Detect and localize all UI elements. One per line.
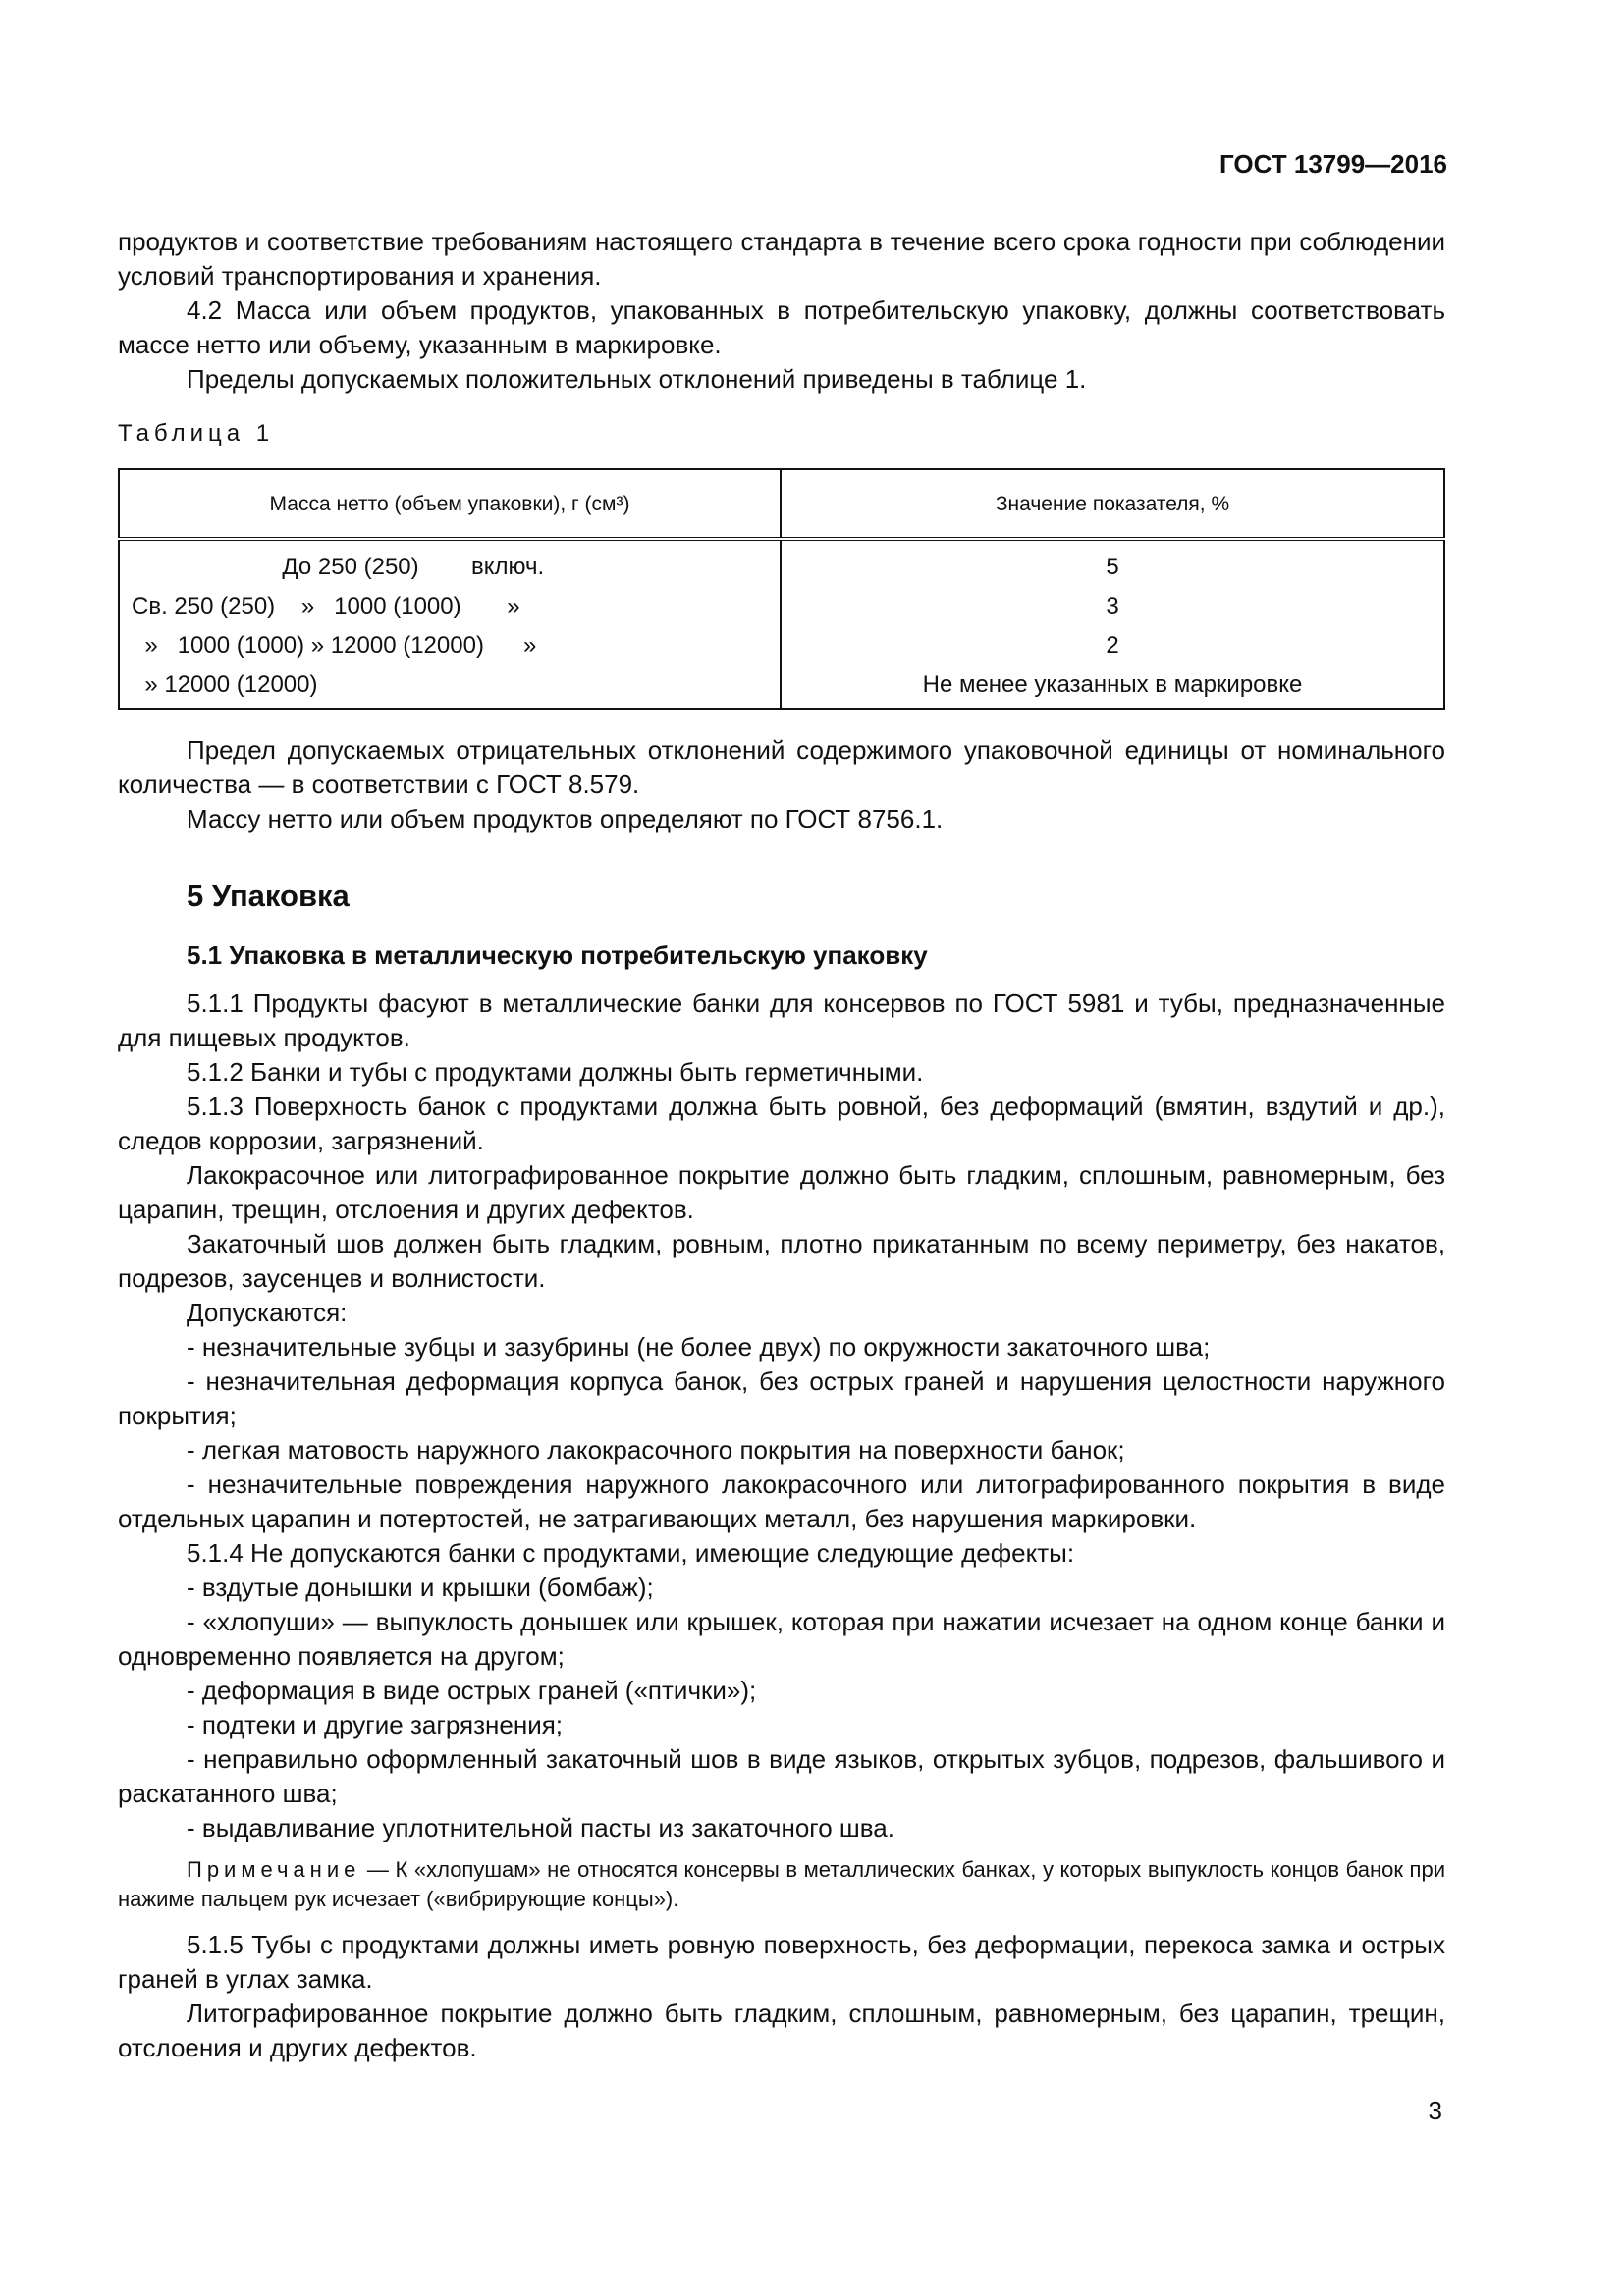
table-cell-mass: До 250 (250) включ. bbox=[119, 539, 781, 586]
list-item: - вздутые донышки и крышки (бомбаж); bbox=[187, 1573, 654, 1602]
page-number: 3 bbox=[1428, 2096, 1442, 2125]
list-item: - легкая матовость наружного лакокрасочного покрытия на поверхности банок; bbox=[187, 1435, 1125, 1465]
paragraph: продуктов и соответствие требованиям настоящего стандарта в течение всего срока годности при соблюдении условий транспортирования и хранения. bbox=[118, 227, 1445, 291]
table-cell-value: Не менее указанных в маркировке bbox=[922, 670, 1303, 698]
table-cell-value: 3 bbox=[1106, 592, 1119, 619]
paragraph: 5.1.5 Тубы с продуктами должны иметь ровную поверхность, без деформации, перекоса замка и острых граней в углах замка. bbox=[118, 1930, 1445, 1994]
document-id-header: ГОСТ 13799—2016 bbox=[1219, 149, 1447, 179]
list-item: - выдавливание уплотнительной пасты из закаточного шва. bbox=[187, 1813, 894, 1842]
mass-tolerance-table bbox=[118, 468, 1445, 710]
list-item: - «хлопуши» — выпуклость донышек или крышек, которая при нажатии исчезает на одном конце банки и одновременно появляется на другом; bbox=[118, 1607, 1445, 1671]
note-text: — К «хлопушам» не относятся консервы в металлических банках, у которых выпуклость концов банок при нажиме пальцем рук исчезает («вибрирующие концы»). bbox=[118, 1857, 1445, 1911]
page-content bbox=[118, 225, 1445, 2065]
paragraph: Лакокрасочное или литографированное покрытие должно быть гладким, сплошным, равномерным, без царапин, трещин, отслоения и других дефектов. bbox=[118, 1160, 1445, 1224]
table-row bbox=[119, 586, 1444, 625]
list-item: - незначительная деформация корпуса банок, без острых граней и нарушения целостности наружного покрытия; bbox=[118, 1366, 1445, 1430]
subsection-title: 5.1 Упаковка в металлическую потребительскую упаковку bbox=[187, 940, 928, 970]
paragraph: 5.1.4 Не допускаются банки с продуктами, имеющие следующие дефекты: bbox=[187, 1538, 1075, 1568]
column-header-value: Значение показателя, % bbox=[781, 469, 1444, 539]
paragraph: Допускаются: bbox=[187, 1298, 348, 1327]
table-cell-mass: » 12000 (12000) bbox=[119, 665, 781, 709]
paragraph: 5.1.2 Банки и тубы с продуктами должны быть герметичными. bbox=[187, 1057, 924, 1087]
table-header-row bbox=[119, 469, 1444, 539]
note-label: Примечание bbox=[187, 1857, 361, 1882]
paragraph: Закаточный шов должен быть гладким, ровным, плотно прикатанным по всему периметру, без накатов, подрезов, заусенцев и волнистости. bbox=[118, 1229, 1445, 1293]
paragraph: 5.1.1 Продукты фасуют в металлические банки для консервов по ГОСТ 5981 и тубы, предназначенные для пищевых продуктов. bbox=[118, 988, 1445, 1052]
list-item: - незначительные зубцы и зазубрины (не более двух) по окружности закаточного шва; bbox=[187, 1332, 1211, 1362]
paragraph: Пределы допускаемых положительных отклонений приведены в таблице 1. bbox=[187, 364, 1087, 394]
section-title: 5 Упаковка bbox=[187, 879, 350, 913]
table-cell-mass: Св. 250 (250) » 1000 (1000) » bbox=[119, 586, 781, 625]
table-row bbox=[119, 665, 1444, 709]
list-item: - деформация в виде острых граней («птички»); bbox=[187, 1676, 757, 1705]
list-item: - незначительные повреждения наружного лакокрасочного или литографированного покрытия в виде отдельных царапин и потертостей, не затрагивающих металл, без нарушения маркировки. bbox=[118, 1469, 1445, 1533]
table-row bbox=[119, 625, 1444, 665]
paragraph: Предел допускаемых отрицательных отклонений содержимого упаковочной единицы от номинального количества — в соответствии с ГОСТ 8.579. bbox=[118, 735, 1445, 799]
column-header-mass: Масса нетто (объем упаковки), г (см³) bbox=[119, 469, 781, 539]
list-item: - подтеки и другие загрязнения; bbox=[187, 1710, 564, 1739]
table-cell-value: 2 bbox=[1106, 631, 1119, 659]
table-cell-value: 5 bbox=[1106, 553, 1119, 580]
paragraph: 4.2 Масса или объем продуктов, упакованных в потребительскую упаковку, должны соответствовать массе нетто или объему, указанным в маркировке. bbox=[118, 295, 1445, 359]
table-cell-mass: » 1000 (1000) » 12000 (12000) » bbox=[119, 625, 781, 665]
list-item: - неправильно оформленный закаточный шов в виде языков, открытых зубцов, подрезов, фальшивого и раскатанного шва; bbox=[118, 1744, 1445, 1808]
table-caption: Таблица 1 bbox=[118, 420, 275, 447]
paragraph: Литографированное покрытие должно быть гладким, сплошным, равномерным, без царапин, трещин, отслоения и других дефектов. bbox=[118, 1999, 1445, 2062]
table-row bbox=[119, 539, 1444, 586]
paragraph: Массу нетто или объем продуктов определяют по ГОСТ 8756.1. bbox=[187, 804, 944, 833]
note bbox=[118, 1855, 1445, 1914]
paragraph: 5.1.3 Поверхность банок с продуктами должна быть ровной, без деформаций (вмятин, вздутий и др.), следов коррозии, загрязнений. bbox=[118, 1092, 1445, 1155]
